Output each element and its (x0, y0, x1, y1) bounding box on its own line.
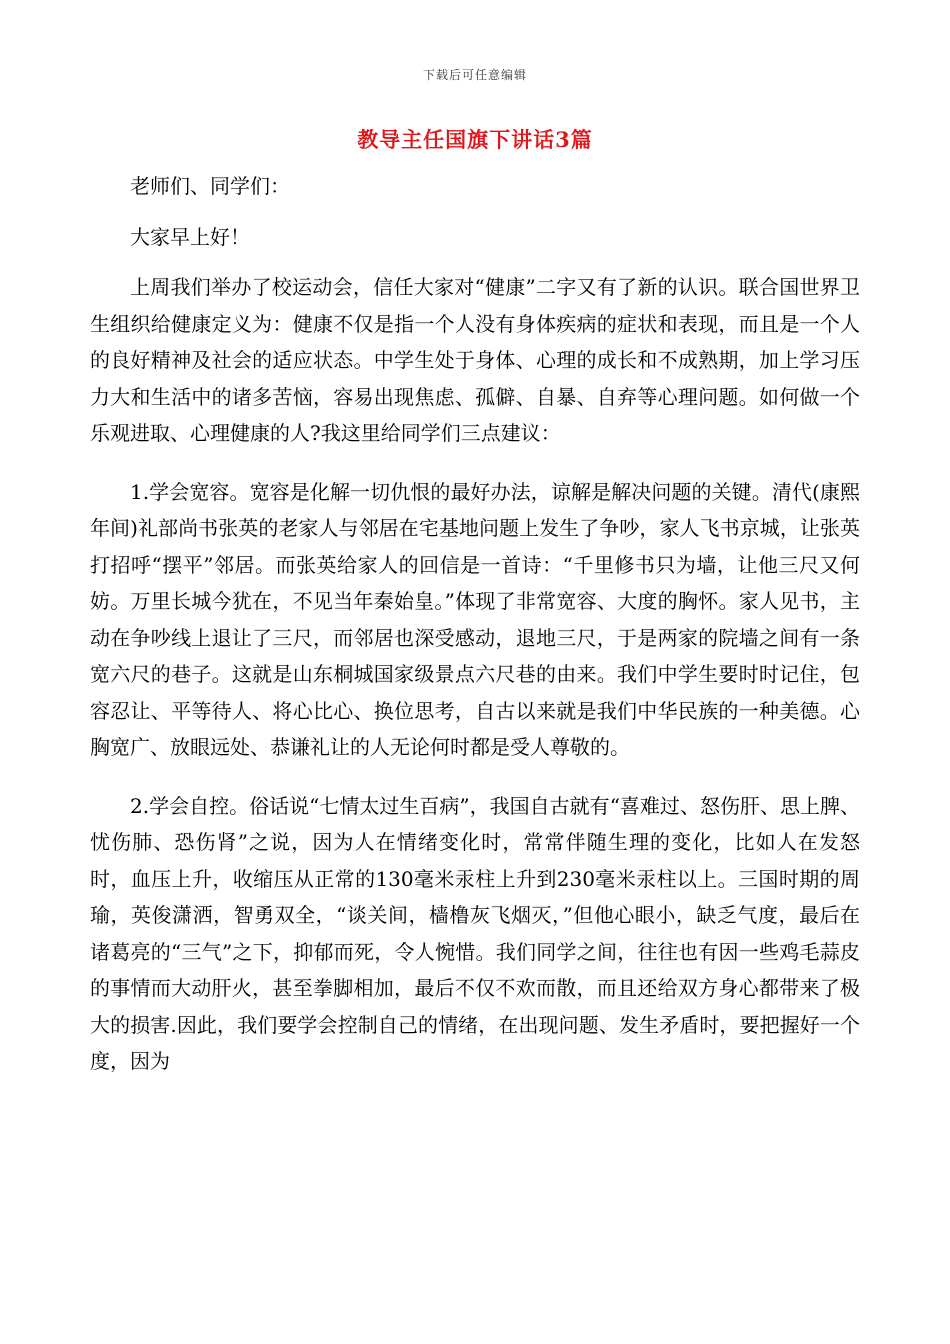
greeting-morning-paragraph: 大家早上好！ (130, 224, 250, 249)
greeting-paragraph: 老师们、同学们： (130, 174, 290, 198)
point-2-paragraph: 2.学会自控。俗话说“七情太过生百病”，我国自古就有“喜难过、怒伤肝、思上脾、忧伤肺、恐伤肾”之说，因为人在情绪变化时，常常伴随生理的变化，比如人在发怒时，血压上升，收缩压从正常的130毫米汞柱上升到230毫米汞柱以上。三国时期的周瑜，英俊潇洒，智勇双全，“谈关间，樯橹灰飞烟灭，”但他心眼小，缺乏气度，最后在诸葛亮的“三气”之下，抑郁而死，令人惋惜。我们同学之间，往往也有因一些鸡毛蒜皮的事情而大动肝火，甚至拳脚相加，最后不仅不欢而散，而且还给双方身心都带来了极大的损害.因此，我们要学会控制自己的情绪，在出现问题、发生矛盾时，要把握好一个度，因为 (90, 793, 860, 1073)
point-1-paragraph: 1.学会宽容。宽容是化解一切仇恨的最好办法，谅解是解决问题的关键。清代(康熙年间)礼部尚书张英的老家人与邻居在宅基地问题上发生了争吵，家人飞书京城，让张英打招呼“摆平”邻居。而张英给家人的回信是一首诗：“千里修书只为墙，让他三尺又何妨。万里长城今犹在，不见当年秦始皇。”体现了非常宽容、大度的胸怀。家人见书，主动在争吵线上退让了三尺，而邻居也深受感动，退地三尺，于是两家的院墙之间有一条宽六尺的巷子。这就是山东桐城国家级景点六尺巷的由来。我们中学生要时时记住，包容忍让、平等待人、将心比心、换位思考，自古以来就是我们中华民族的一种美德。心胸宽广、放眼远处、恭谦礼让的人无论何时都是受人尊敬的。 (90, 479, 860, 759)
document-body (90, 168, 860, 1102)
header-note: 下载后可任意编辑 (422, 68, 527, 82)
document-title: 教导主任国旗下讲话3篇 (357, 127, 593, 152)
intro-paragraph: 上周我们举办了校运动会，信任大家对“健康”二字又有了新的认识。联合国世界卫生组织给健康定义为：健康不仅是指一个人没有身体疾病的症状和表现，而且是一个人的良好精神及社会的适应状态。中学生处于身体、心理的成长和不成熟期，加上学习压力大和生活中的诸多苦恼，容易出现焦虑、孤僻、自暴、自弃等心理问题。如何做一个乐观进取、心理健康的人?我这里给同学们三点建议： (90, 275, 860, 445)
